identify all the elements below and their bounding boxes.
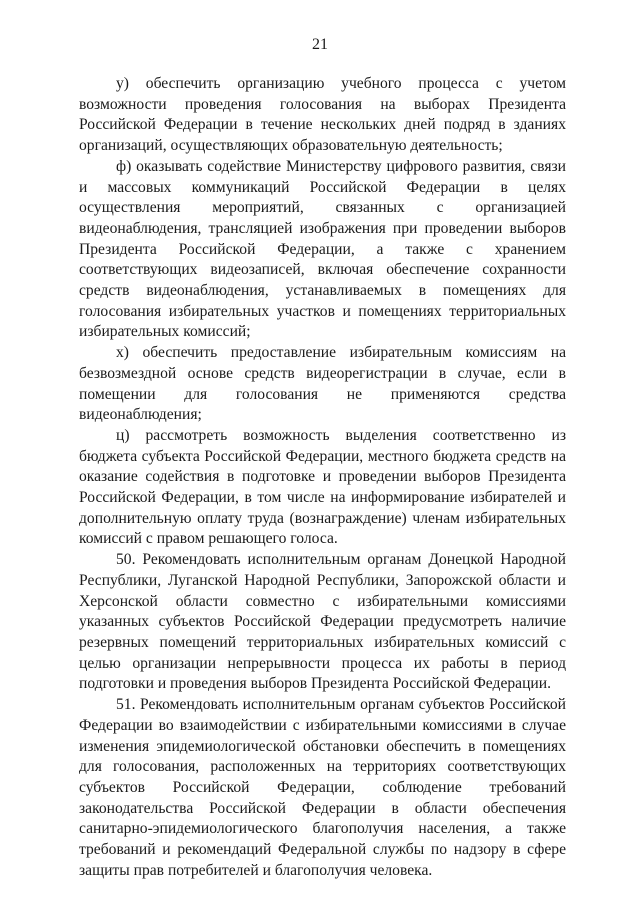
page-number: 21: [312, 36, 328, 53]
paragraph-ts: ц) рассмотреть возможность выделения соответственно из бюджета субъекта Российской Федерации, местного бюджета средств на оказание содействия в подготовке и проведении выборов Президента Российской Федерации, в том числе на информирование избирателей и дополнительную оплату труда (вознаграждение) членам избирательных комиссий с правом решающего голоса.: [79, 426, 566, 548]
paragraph-f: ф) оказывать содействие Министерству цифрового развития, связи и массовых коммуникаций Российской Федерации в целях осуществления мероприятий, связанных с организацией видеонаблюдения, трансляцией изображения при проведении выборов Президента Российской Федерации, а также с хранением соответствующих видеозаписей, включая обеспечение сохранности средств видеонаблюдения, устанавливаемых в помещениях для голосования избирательных участков и помещениях территориальных избирательных комиссий;: [79, 157, 566, 341]
paragraph-50: 50. Рекомендовать исполнительным органам Донецкой Народной Республики, Луганской Народной Республики, Запорожской области и Херсонской области совместно с избирательными комиссиями указанных субъектов Российской Федерации предусмотреть наличие резервных помещений территориальных избирательных комиссий с целью организации непрерывности процесса их работы в период подготовки и проведения выборов Президента Российской Федерации.: [79, 551, 566, 693]
document-body: [79, 74, 566, 881]
paragraph-51: 51. Рекомендовать исполнительным органам субъектов Российской Федерации во взаимодействии с избирательными комиссиями в случае изменения эпидемиологической обстановки обеспечить в помещениях для голосования, расположенных на территориях соответствующих субъектов Российской Федерации, соблюдение требований законодательства Российской Федерации в области обеспечения санитарно-эпидемиологического благополучия населения, а также требований и рекомендаций Федеральной службы по надзору в сфере защиты прав потребителей и благополучия человека.: [79, 696, 566, 879]
paragraph-kh: х) обеспечить предоставление избирательным комиссиям на безвозмездной основе средств видеорегистрации в случае, если в помещении для голосования не применяются средства видеонаблюдения;: [79, 344, 566, 424]
paragraph-u: у) обеспечить организацию учебного процесса с учетом возможности проведения голосования на выборах Президента Российской Федерации в течение нескольких дней подряд в зданиях организаций, осуществляющих образовательную деятельность;: [79, 75, 566, 155]
